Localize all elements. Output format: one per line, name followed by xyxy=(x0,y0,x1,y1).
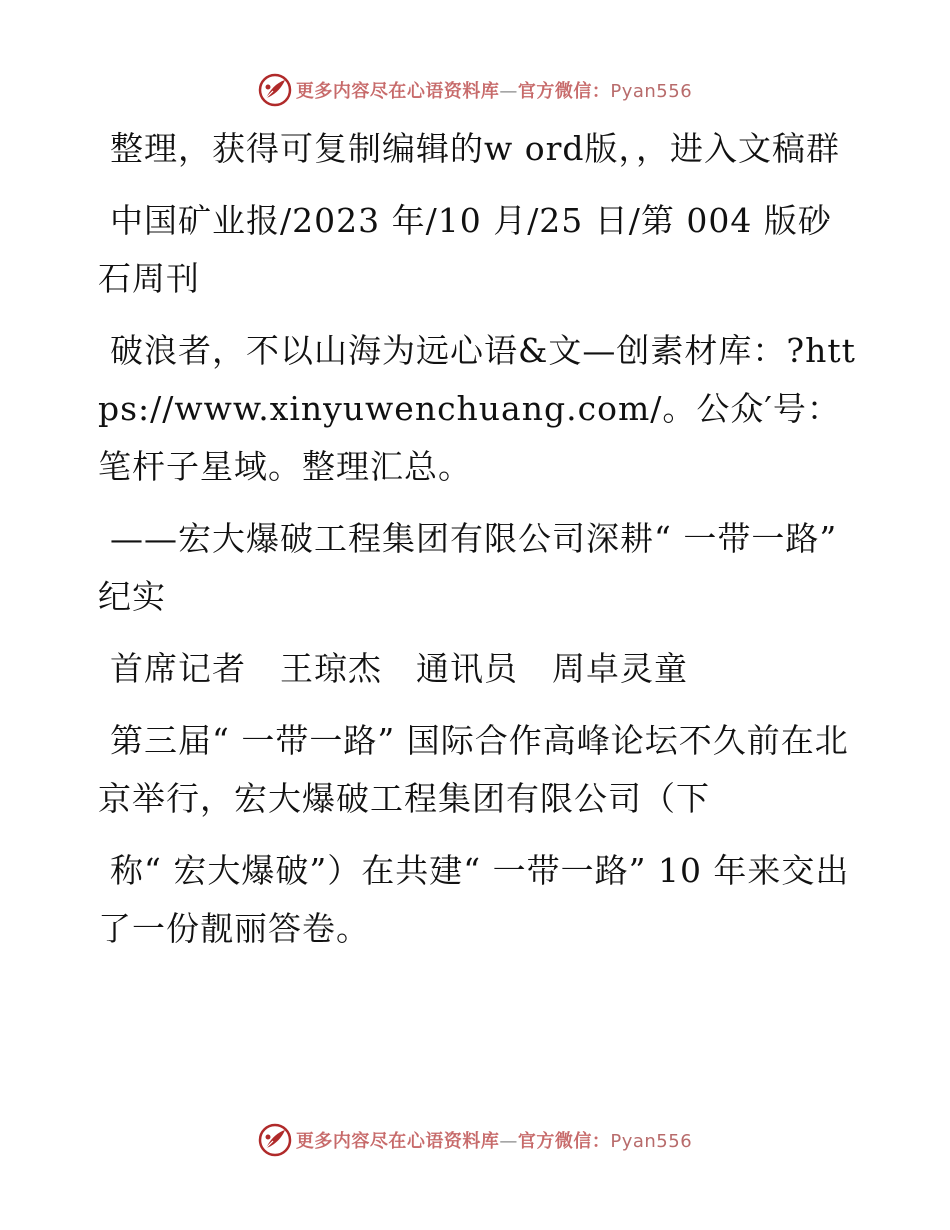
header-banner-text xyxy=(296,77,692,103)
header-banner-slogan: 更多内容尽在心语资料库 xyxy=(295,81,500,102)
footer-banner-text xyxy=(296,1127,692,1153)
header-banner-wechat-id: Pyan556 xyxy=(610,81,693,102)
footer-banner xyxy=(0,1120,950,1160)
footer-banner-wechat-id: Pyan556 xyxy=(610,1131,693,1152)
header-banner-separator: — xyxy=(499,81,518,102)
quill-pen-logo-icon xyxy=(258,73,292,107)
header-banner xyxy=(0,70,950,110)
header-banner-wechat-label: 官方微信： xyxy=(517,81,611,102)
paragraph-editing-note: 整理，获得可复制编辑的w ord版，，进入文稿群 xyxy=(110,129,841,168)
footer-banner-separator: — xyxy=(499,1131,518,1152)
paragraph-body-1: 第三届“ 一带一路” 国际合作高峰论坛不久前在北京举行，宏大爆破工程集团有限公司（下 xyxy=(98,721,849,818)
document-body xyxy=(98,120,858,972)
paragraph-body-2: 称“ 宏大爆破”）在共建“ 一带一路” 10 年来交出了一份靓丽答卷。 xyxy=(98,851,850,948)
paragraph-subtitle: ——宏大爆破工程集团有限公司深耕“ 一带一路” 纪实 xyxy=(98,519,838,616)
paragraph-source: 中国矿业报/2023 年/10 月/25 日/第 004 版砂石周刊 xyxy=(98,201,832,298)
footer-banner-wechat-label: 官方微信： xyxy=(517,1131,611,1152)
footer-banner-slogan: 更多内容尽在心语资料库 xyxy=(295,1131,500,1152)
paragraph-title-line: 破浪者，不以山海为远心语&文—创素材库：?https://www.xinyuwenchuang.com/。公众′号：笔杆子星域。整理汇总。 xyxy=(98,331,856,486)
quill-pen-logo-icon xyxy=(258,1123,292,1157)
paragraph-byline: 首席记者 王琼杰 通讯员 周卓灵童 xyxy=(110,649,688,688)
